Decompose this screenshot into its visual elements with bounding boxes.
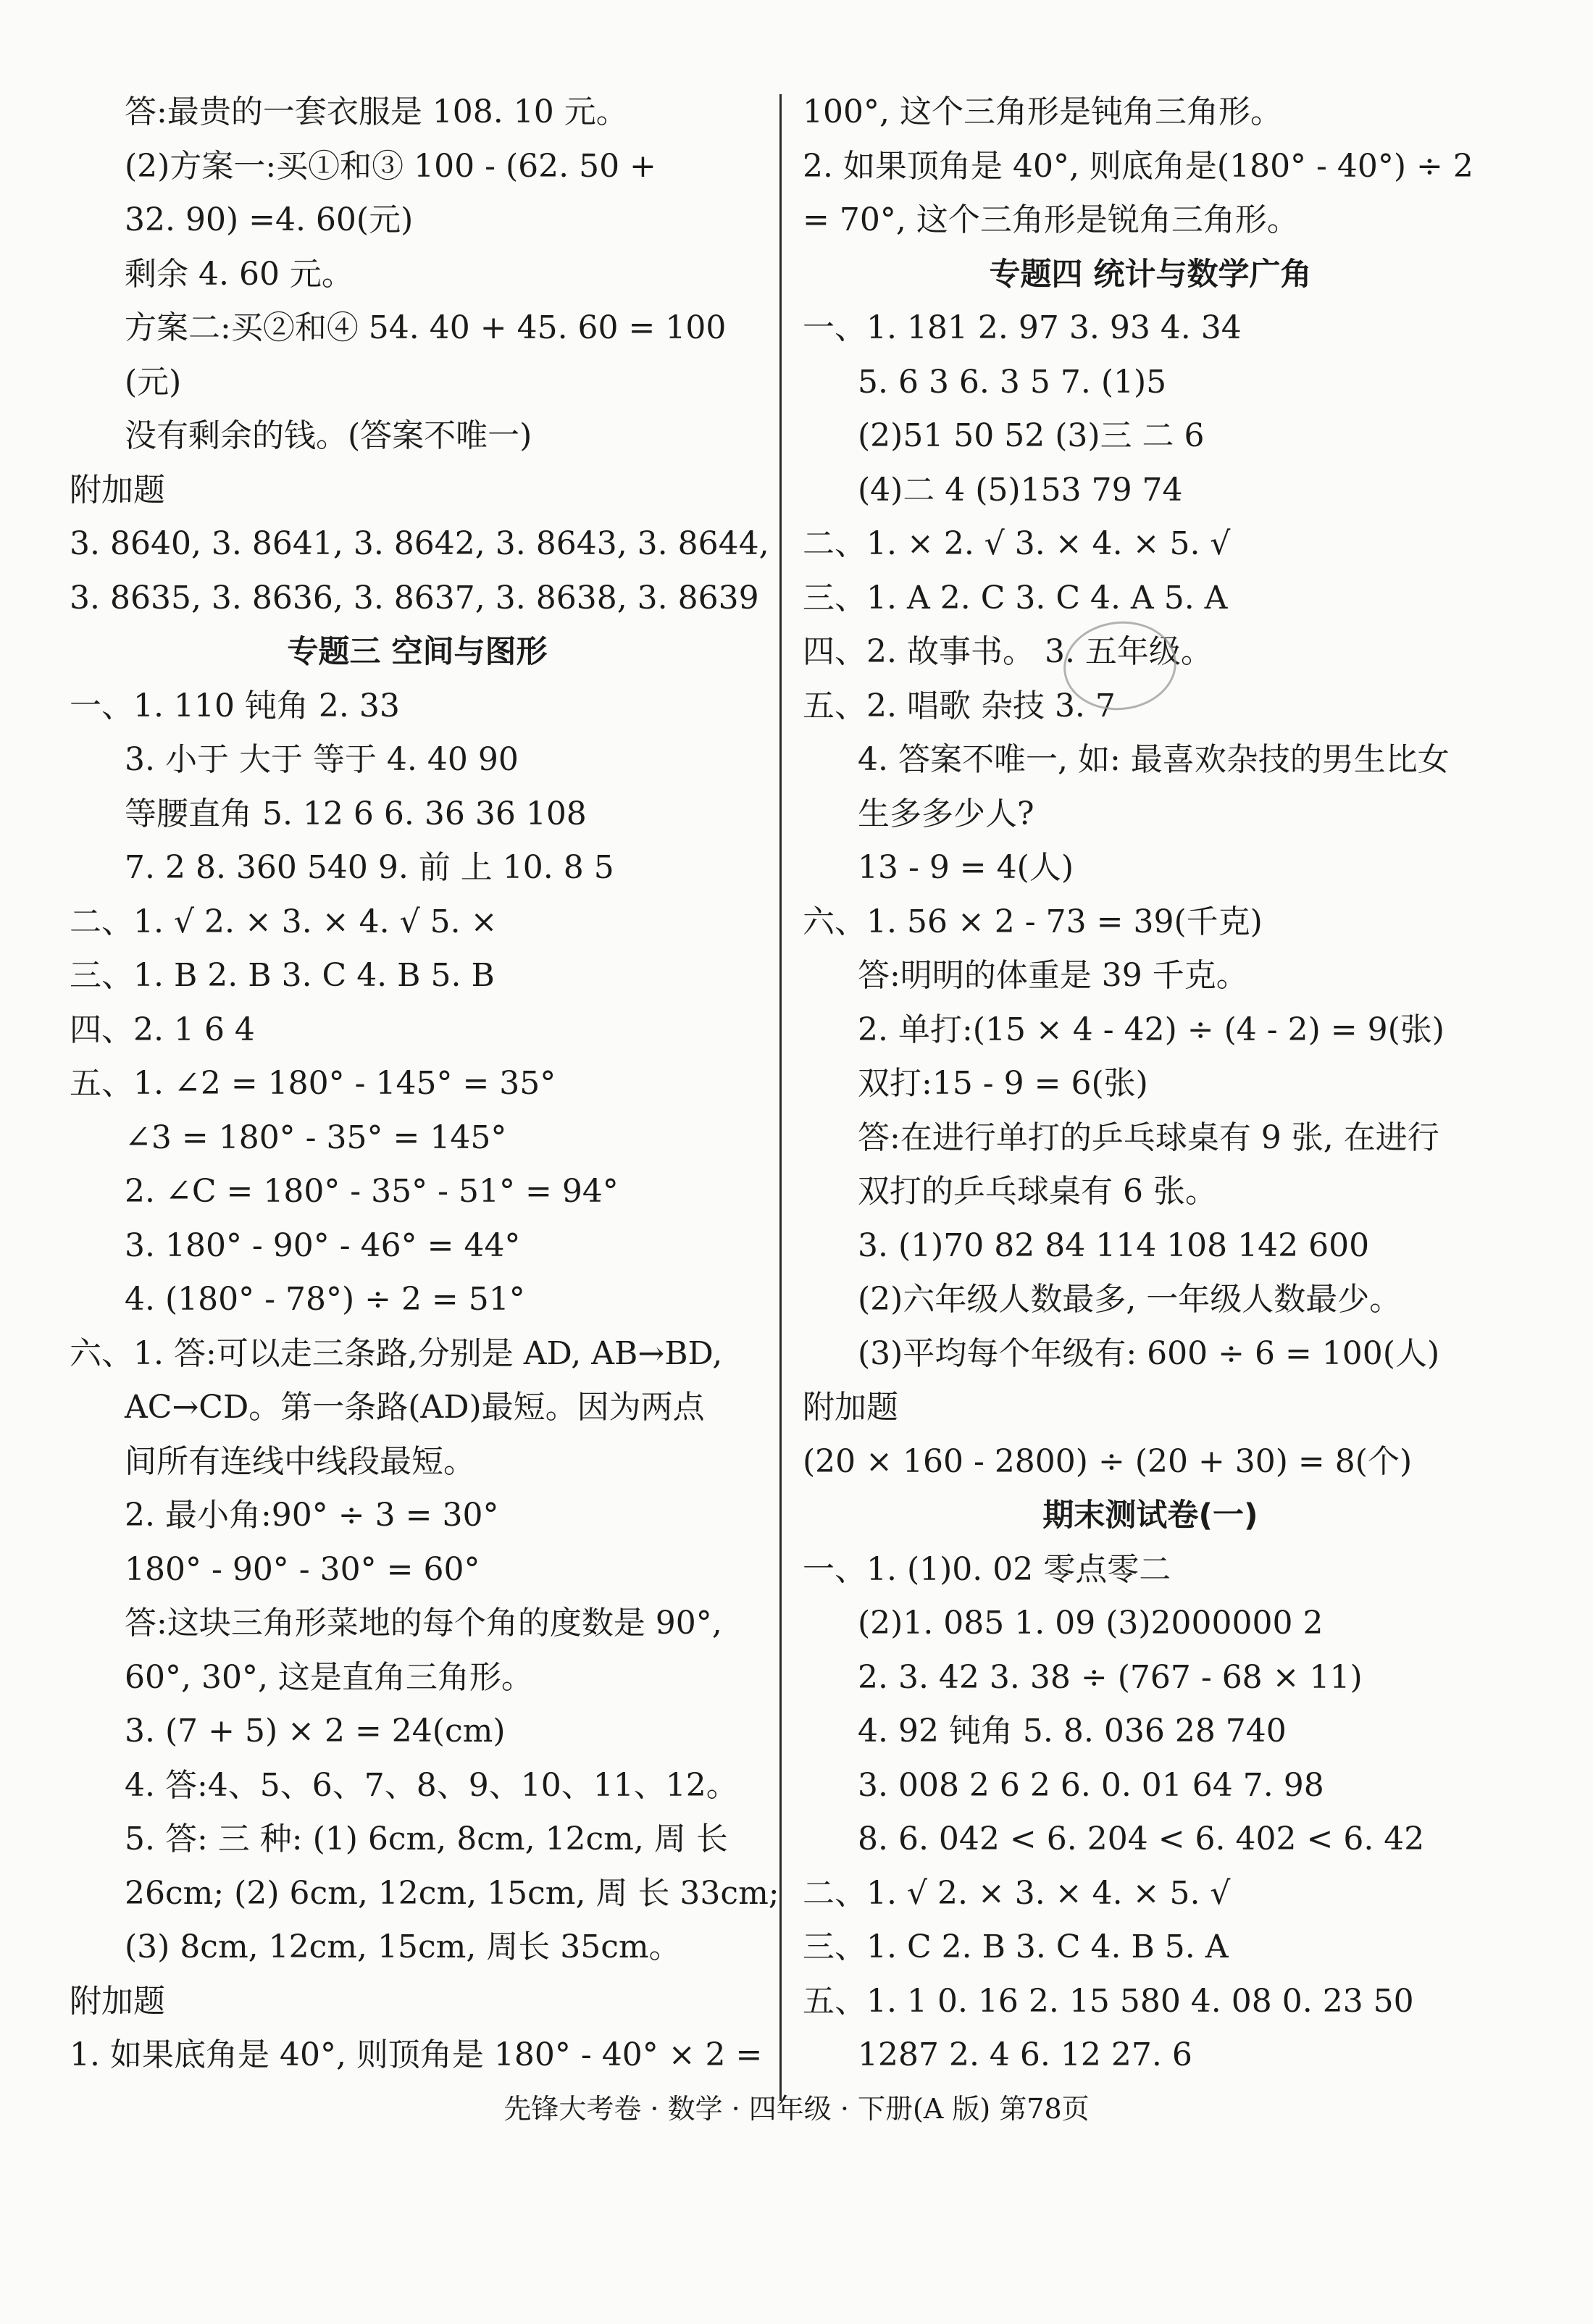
answer-line: 双打:15 - 9 = 6(张) xyxy=(858,1065,1148,1102)
answer-line: (20 × 160 - 2800) ÷ (20 + 30) = 8(个) xyxy=(803,1442,1413,1480)
answer-line: 4. (180° - 78°) ÷ 2 = 51° xyxy=(125,1281,525,1318)
answer-line: 180° - 90° - 30° = 60° xyxy=(125,1550,480,1588)
answer-line: 100°, 这个三角形是钝角三角形。 xyxy=(803,93,1282,130)
answer-line: 答:这块三角形菜地的每个角的度数是 90°, xyxy=(125,1605,722,1642)
answer-line: 32. 90) =4. 60(元) xyxy=(125,201,414,238)
answer-line: 六、1. 答:可以走三条路,分别是 AD, AB→BD, xyxy=(70,1334,723,1372)
answer-line: 四、2. 故事书。 3. 五年级。 xyxy=(803,633,1213,670)
answer-line: 附加题 xyxy=(803,1389,898,1426)
answer-line: 三、1. A 2. C 3. C 4. A 5. A xyxy=(803,579,1228,616)
answer-line: 3. 180° - 90° - 46° = 44° xyxy=(125,1226,521,1264)
answer-line: 3. (1)70 82 84 114 108 142 600 xyxy=(858,1226,1370,1264)
answer-line: (2)方案一:买①和③ 100 - (62. 50 + xyxy=(125,147,656,185)
answer-line: 4. 答案不唯一, 如: 最喜欢杂技的男生比女 xyxy=(858,741,1450,778)
section-heading: 专题四 统计与数学广角 xyxy=(989,256,1312,293)
answer-line: 1287 2. 4 6. 12 27. 6 xyxy=(858,2036,1192,2073)
answer-line: 二、1. √ 2. × 3. × 4. √ 5. × xyxy=(70,903,498,940)
answer-line: 5. 6 3 6. 3 5 7. (1)5 xyxy=(858,363,1167,401)
answer-line: = 70°, 这个三角形是锐角三角形。 xyxy=(803,201,1299,238)
answer-line: 一、1. 181 2. 97 3. 93 4. 34 xyxy=(803,309,1242,346)
answer-line: 60°, 30°, 这是直角三角形。 xyxy=(125,1658,533,1696)
right-column xyxy=(803,85,1498,2083)
page-footer: 先锋大考卷 · 数学 · 四年级 · 下册(A 版) 第78页 xyxy=(503,2093,1090,2125)
answer-line: 13 - 9 = 4(人) xyxy=(858,849,1074,886)
answer-line: 剩余 4. 60 元。 xyxy=(125,255,354,293)
answer-line: 5. 答: 三 种: (1) 6cm, 8cm, 12cm, 周 长 xyxy=(125,1821,728,1857)
answer-line: (2)1. 085 1. 09 (3)2000000 2 xyxy=(858,1605,1324,1642)
answer-line: 1. 如果底角是 40°, 则顶角是 180° - 40° × 2 = xyxy=(70,2036,763,2073)
answer-line: ∠3 = 180° - 35° = 145° xyxy=(125,1119,507,1156)
answer-line: 四、2. 1 6 4 xyxy=(70,1011,255,1048)
answer-line: 六、1. 56 × 2 - 73 = 39(千克) xyxy=(803,903,1263,940)
section-heading: 期末测试卷(一) xyxy=(1042,1497,1258,1534)
answer-line: 答:最贵的一套衣服是 108. 10 元。 xyxy=(125,93,628,130)
answer-line: 等腰直角 5. 12 6 6. 36 36 108 xyxy=(125,795,587,832)
left-column xyxy=(70,85,779,2083)
answer-line: 二、1. × 2. √ 3. × 4. × 5. √ xyxy=(803,525,1231,562)
answer-line: (3)平均每个年级有: 600 ÷ 6 = 100(人) xyxy=(858,1334,1440,1372)
answer-line: 2. 如果顶角是 40°, 则底角是(180° - 40°) ÷ 2 xyxy=(803,147,1473,185)
answer-line: 一、1. 110 钝角 2. 33 xyxy=(70,687,400,724)
answer-line: 26cm; (2) 6cm, 12cm, 15cm, 周 长 33cm; xyxy=(125,1874,779,1912)
answer-line: 附加题 xyxy=(70,1982,165,2020)
answer-line: 答:明明的体重是 39 千克。 xyxy=(858,957,1248,994)
answer-line: 三、1. B 2. B 3. C 4. B 5. B xyxy=(70,957,495,994)
answer-line: 五、1. 1 0. 16 2. 15 580 4. 08 0. 23 50 xyxy=(803,1982,1414,2020)
answer-line: 4. 答:4、5、6、7、8、9、10、11、12。 xyxy=(125,1766,738,1804)
answer-line: 生多多少人? xyxy=(858,795,1034,832)
answer-line: 三、1. C 2. B 3. C 4. B 5. A xyxy=(803,1928,1229,1965)
answer-line: 3. (7 + 5) × 2 = 24(cm) xyxy=(125,1713,506,1750)
answer-line: 没有剩余的钱。(答案不唯一) xyxy=(125,417,532,454)
answer-line: 一、1. (1)0. 02 零点零二 xyxy=(803,1550,1171,1588)
answer-line: (3) 8cm, 12cm, 15cm, 周长 35cm。 xyxy=(125,1928,681,1965)
answer-line: 方案二:买②和④ 54. 40 + 45. 60 = 100 xyxy=(125,309,727,346)
column-divider xyxy=(779,94,782,2101)
answer-line: AC→CD。第一条路(AD)最短。因为两点 xyxy=(125,1389,705,1426)
answer-line: 3. 8635, 3. 8636, 3. 8637, 3. 8638, 3. 8639 xyxy=(70,579,759,616)
answer-line: (4)二 4 (5)153 79 74 xyxy=(858,471,1183,509)
answer-line: 7. 2 8. 360 540 9. 前 上 10. 8 5 xyxy=(125,849,614,886)
answer-line: 3. 小于 大于 等于 4. 40 90 xyxy=(125,741,519,778)
answer-line: 3. 008 2 6 2 6. 0. 01 64 7. 98 xyxy=(858,1766,1324,1804)
answer-line: 间所有连线中线段最短。 xyxy=(125,1442,475,1480)
answer-line: (2)51 50 52 (3)三 二 6 xyxy=(858,417,1205,454)
answer-line: 2. 单打:(15 × 4 - 42) ÷ (4 - 2) = 9(张) xyxy=(858,1011,1444,1048)
answer-line: 2. ∠C = 180° - 35° - 51° = 94° xyxy=(125,1173,619,1210)
section-heading: 专题三 空间与图形 xyxy=(287,634,548,670)
answer-line: (2)六年级人数最多, 一年级人数最少。 xyxy=(858,1281,1402,1318)
answer-line: 2. 3. 42 3. 38 ÷ (767 - 68 × 11) xyxy=(858,1658,1363,1696)
answer-line: 五、2. 唱歌 杂技 3. 7 xyxy=(803,687,1116,724)
answer-line: 4. 92 钝角 5. 8. 036 28 740 xyxy=(858,1713,1287,1750)
answer-line: 8. 6. 042 < 6. 204 < 6. 402 < 6. 42 xyxy=(858,1821,1425,1857)
answer-line: 3. 8640, 3. 8641, 3. 8642, 3. 8643, 3. 8644, xyxy=(70,525,769,562)
answer-line: 二、1. √ 2. × 3. × 4. × 5. √ xyxy=(803,1874,1231,1912)
answer-line: 双打的乒乓球桌有 6 张。 xyxy=(858,1173,1217,1210)
answer-line: 答:在进行单打的乒乓球桌有 9 张, 在进行 xyxy=(858,1119,1439,1156)
answer-line: 五、1. ∠2 = 180° - 145° = 35° xyxy=(70,1065,556,1102)
answer-line: 附加题 xyxy=(70,471,165,509)
answer-line: 2. 最小角:90° ÷ 3 = 30° xyxy=(125,1497,499,1534)
answer-line: (元) xyxy=(125,363,182,401)
